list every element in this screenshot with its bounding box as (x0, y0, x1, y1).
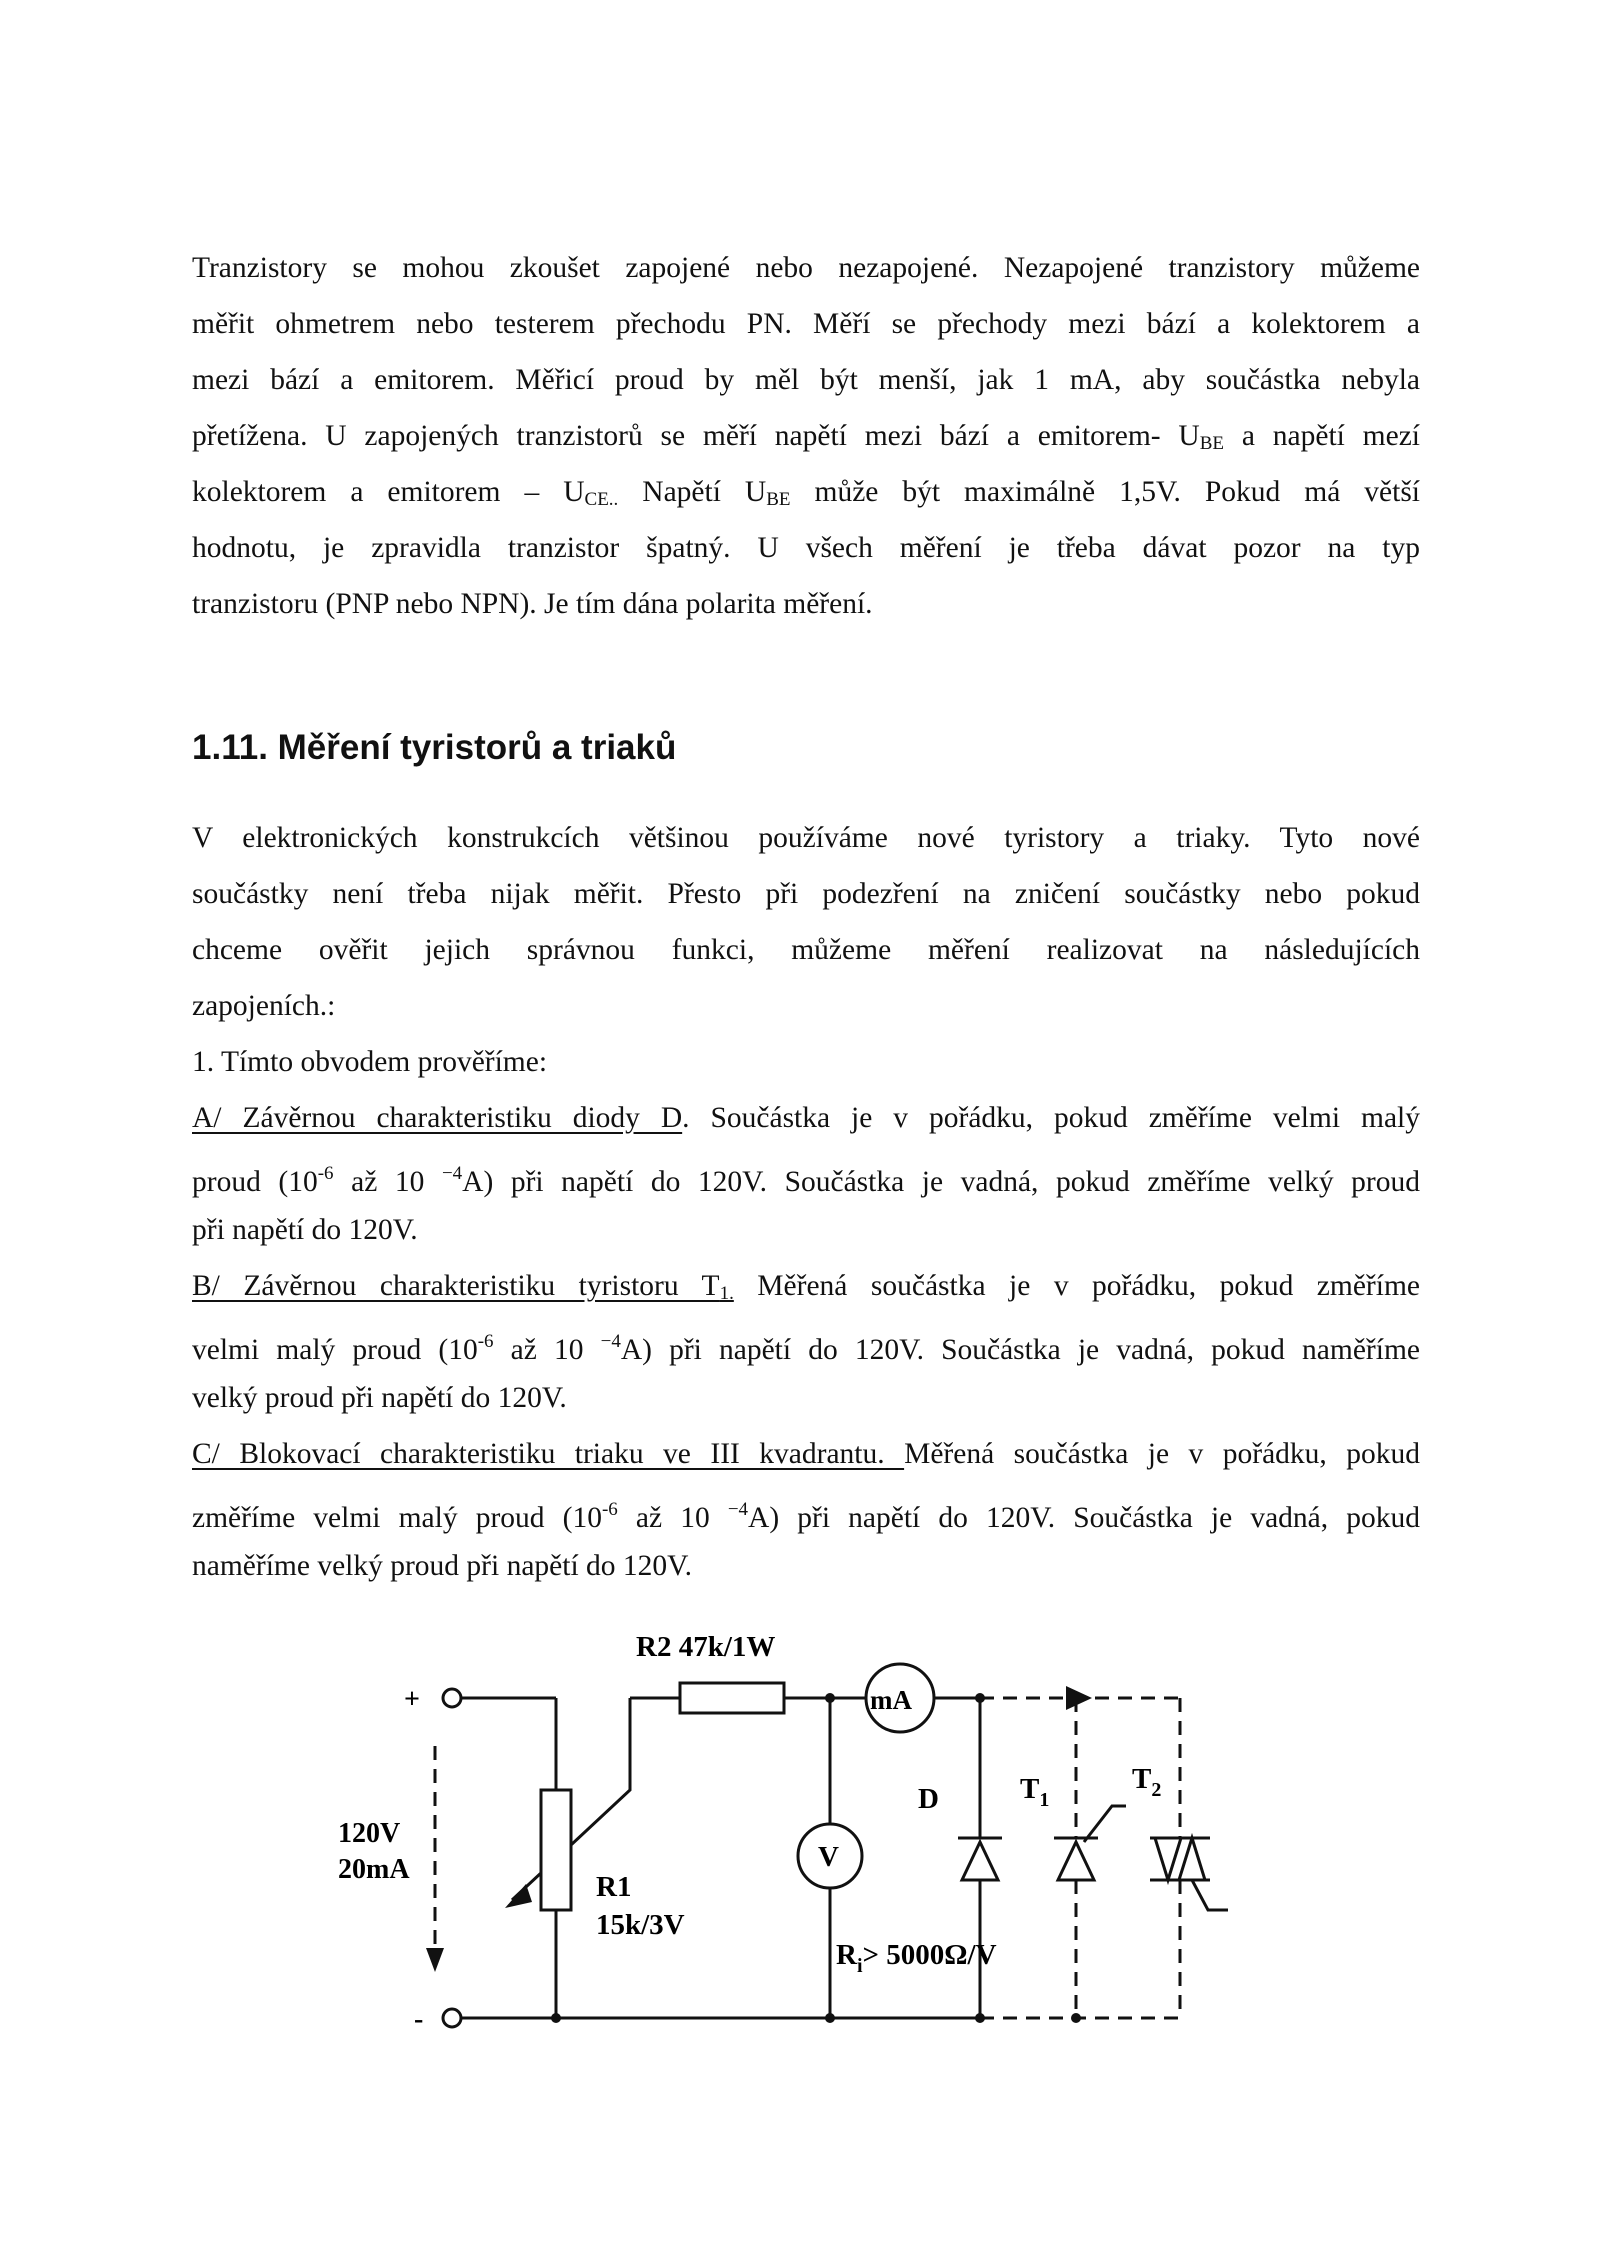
junction-dot (825, 2013, 835, 2023)
thyristor-symbol (1054, 1806, 1126, 1880)
item-a-line-1: A/ Závěrnou charakteristiku diody D. Součástka je v pořádku, pokud změříme velmi malý (192, 1102, 1420, 1134)
r2-resistor (680, 1683, 784, 1713)
source-arrow-head (426, 1948, 444, 1972)
junction-dot (975, 2013, 985, 2023)
intro-line-1: Tranzistory se mohou zkoušet zapojené nebo nezapojené. Nezapojené tranzistory můžeme (192, 252, 1420, 284)
r2-label: R2 47k/1W (636, 1631, 776, 1663)
source-current-label: 20mA (338, 1854, 410, 1885)
item-c-line-1: C/ Blokovací charakteristiku triaku ve III kvadrantu. Měřená součástka je v pořádku, pokud (192, 1438, 1420, 1470)
item-a-line-3: při napětí do 120V. (192, 1214, 418, 1246)
minus-label: - (414, 2004, 424, 2035)
r1-wiper-arrow-head (505, 1884, 532, 1908)
section-line-4: zapojeních.: (192, 990, 336, 1022)
junction-dot (975, 1693, 985, 1703)
current-arrow-head (1066, 1686, 1092, 1710)
item-b-line-3: velký proud při napětí do 120V. (192, 1382, 567, 1414)
item-b-line-2: velmi malý proud ($10^{-6}$ až 10 $^{-4}$A) při napětí do 120V. Součástka je vadná, pokud naměříme (192, 1331, 1420, 1366)
plus-terminal (443, 1689, 461, 1707)
source-voltage-label: 120V (338, 1818, 401, 1849)
r1-name-label: R1 (596, 1871, 632, 1903)
t2-label: $T_2$ (1132, 1763, 1162, 1801)
section-heading: 1.11. Měření tyristorů a triaků (192, 728, 677, 767)
item-c-line-3: naměříme velký proud při napětí do 120V. (192, 1550, 693, 1582)
v-label: V (818, 1841, 839, 1873)
list-intro: 1. Tímto obvodem prověříme: (192, 1046, 548, 1078)
intro-line-5: kolektorem a emitorem – $U_{CE..}$ Napětí $U_{BE}$ může být maximálně 1,5V. Pokud má větší (192, 476, 1420, 510)
intro-line-3: mezi bází a emitorem. Měřicí proud by měl být menší, jak 1 mA, aby součástka nebyla (192, 364, 1420, 396)
intro-line-2: měřit ohmetrem nebo testerem přechodu PN. Měří se přechody mezi bází a kolektorem a (192, 308, 1420, 340)
d-label: D (918, 1783, 939, 1815)
junction-dot (825, 1693, 835, 1703)
item-a-line-2: proud ($10^{-6}$ až 10 $^{-4}$A) při napětí do 120V. Součástka je vadná, pokud změříme velký proud (192, 1163, 1421, 1198)
minus-terminal (443, 2009, 461, 2027)
ma-label: mA (870, 1685, 912, 1715)
t1-label: $T_1$ (1020, 1773, 1050, 1811)
r1-value-label: 15k/3V (596, 1909, 685, 1941)
section-line-3: chceme ověřit jejich správnou funkci, můžeme měření realizovat na následujících (192, 934, 1420, 966)
item-b-line-1: B/ Závěrnou charakteristiku tyristoru $T_{1.}$ Měřená součástka je v pořádku, pokud změříme (192, 1270, 1420, 1304)
junction-dot (551, 2013, 561, 2023)
junction-dot (1071, 2013, 1081, 2023)
section-line-2: součástky není třeba nijak měřit. Přesto při podezření na zničení součástky nebo pokud (192, 878, 1420, 910)
diode-symbol (958, 1838, 1002, 1880)
section-line-1: V elektronických konstrukcích většinou používáme nové tyristory a triaky. Tyto nové (192, 822, 1420, 854)
r1-resistor (541, 1790, 571, 1910)
plus-label: + (404, 1684, 420, 1715)
intro-line-6: hodnotu, je zpravidla tranzistor špatný. U všech měření je třeba dávat pozor na typ (192, 532, 1420, 564)
intro-line-4: přetížena. U zapojených tranzistorů se měří napětí mezi bází a emitorem- $U_{BE}$ a napětí mezí (192, 420, 1420, 454)
item-c-line-2: změříme velmi malý proud ($10^{-6}$ až 10 $^{-4}$A) při napětí do 120V. Součástka je vadná, pokud (192, 1499, 1420, 1534)
voltmeter-resistance-label: $R_i> 5000\Omega/V$ (836, 1939, 997, 1977)
triac-symbol (1150, 1838, 1228, 1910)
intro-line-7: tranzistoru (PNP nebo NPN). Je tím dána polarita měření. (192, 588, 873, 620)
